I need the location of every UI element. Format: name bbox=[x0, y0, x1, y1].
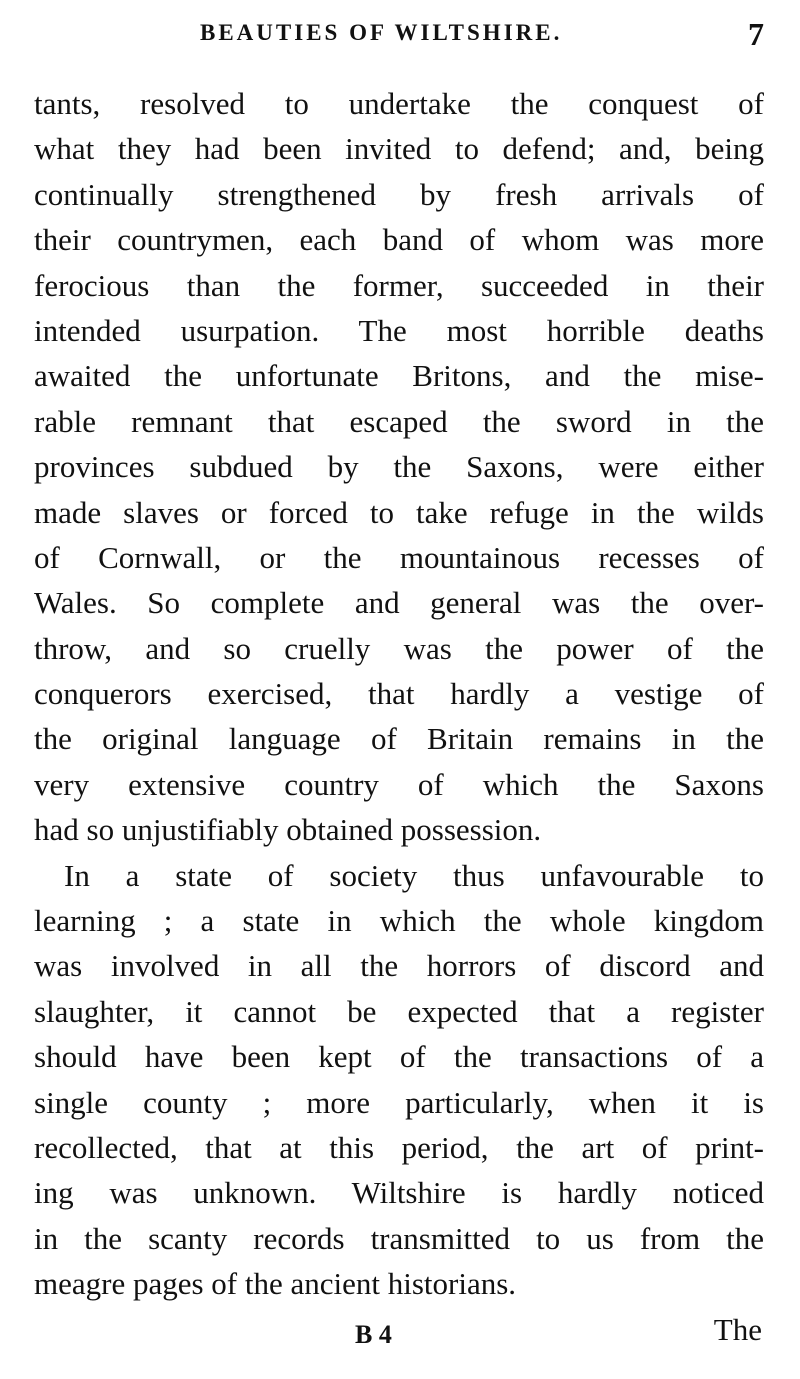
text-line: recollected, that at this period, the art of print- bbox=[34, 1129, 764, 1165]
text-line: had so unjustifiably obtained possession. bbox=[34, 812, 542, 848]
text-line: in the scanty records transmitted to us from the bbox=[34, 1220, 764, 1256]
running-title: BEAUTIES OF WILTSHIRE. bbox=[200, 20, 563, 45]
text-line: rable remnant that escaped the sword in the bbox=[34, 403, 764, 439]
text-line: very extensive country of which the Saxons bbox=[34, 766, 764, 802]
signature-mark: B 4 bbox=[355, 1320, 392, 1349]
text-line: their countrymen, each band of whom was more bbox=[34, 222, 764, 258]
text-line: single county ; more particularly, when it is bbox=[34, 1084, 764, 1120]
catchword: The bbox=[713, 1312, 762, 1347]
text-line: slaughter, it cannot be expected that a register bbox=[34, 993, 764, 1029]
text-line: ferocious than the former, succeeded in their bbox=[34, 267, 764, 303]
text-line: continually strengthened by fresh arrivals of bbox=[34, 176, 764, 212]
text-line: conquerors exercised, that hardly a vestige of bbox=[34, 676, 764, 712]
text-line: was involved in all the horrors of discord and bbox=[34, 948, 764, 984]
text-line: the original language of Britain remains in the bbox=[34, 721, 764, 757]
page-number: 7 bbox=[748, 16, 764, 52]
text-line: tants, resolved to undertake the conquest of bbox=[34, 86, 764, 121]
text-line: what they had been invited to defend; and, being bbox=[34, 131, 764, 167]
text-line: throw, and so cruelly was the power of the bbox=[34, 630, 764, 666]
text-line: awaited the unfortunate Britons, and the mise- bbox=[34, 358, 764, 394]
text-line: should have been kept of the transactions of a bbox=[34, 1039, 764, 1075]
text-line: meagre pages of the ancient historians. bbox=[34, 1266, 517, 1302]
text-line: Wales. So complete and general was the over- bbox=[34, 585, 764, 621]
text-line: of Cornwall, or the mountainous recesses of bbox=[34, 539, 764, 575]
paragraph-2 bbox=[34, 853, 764, 1307]
text-line: intended usurpation. The most horrible deaths bbox=[34, 312, 764, 348]
body-text bbox=[34, 81, 764, 1307]
text-line: In a state of society thus unfavourable to bbox=[64, 857, 764, 893]
text-line: provinces subdued by the Saxons, were either bbox=[34, 449, 764, 485]
text-line: ing was unknown. Wiltshire is hardly noticed bbox=[34, 1175, 764, 1211]
text-line: made slaves or forced to take refuge in the wilds bbox=[34, 494, 764, 530]
paragraph-1 bbox=[34, 81, 764, 853]
text-line: learning ; a state in which the whole kingdom bbox=[34, 903, 764, 939]
